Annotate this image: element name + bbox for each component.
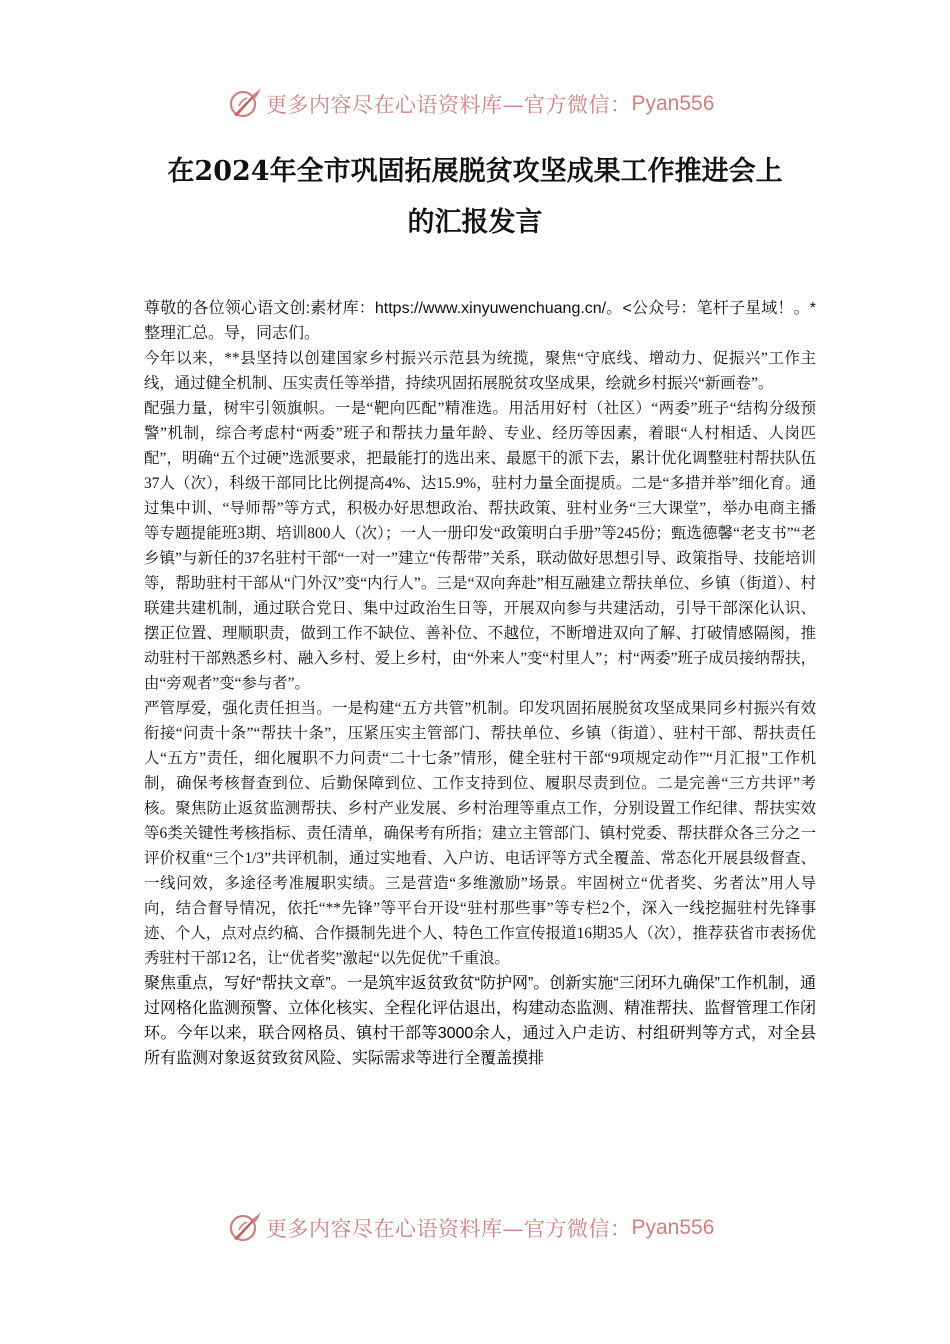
header-watermark-banner: [228, 86, 714, 122]
paragraph: 今年以来，**县坚持以创建国家乡村振兴示范县为统揽，聚焦“守底线、增动力、促振兴”工作主线，通过健全机制、压实责任等举措，持续巩固拓展脱贫攻坚成果，绘就乡村振兴“新画卷”。: [144, 350, 816, 392]
banner-wechat-id: Pyan556: [631, 1216, 715, 1239]
quill-logo-icon: [228, 87, 262, 121]
title-line-1: 在2024年全市巩固拓展脱贫攻坚成果工作推进会上: [167, 156, 783, 187]
document-body: [144, 296, 816, 1071]
footer-watermark-banner: [228, 1210, 714, 1246]
quill-logo-icon: [228, 1211, 262, 1245]
banner-wechat-id: Pyan556: [631, 92, 715, 115]
banner-text: 更多内容尽在心语资料库—官方微信：: [266, 93, 632, 117]
document-title: [120, 146, 830, 248]
paragraph: 配强力量，树牢引领旗帜。一是“靶向匹配”精准选。用活用好村（社区）“两委”班子“结构分级预警”机制，综合考虑村“两委”班子和帮扶力量年龄、专业、经历等因素，着眼“人村相适、人岗匹配”，明确“五个过硬”选派要求，把最能打的选出来、最愿干的派下去，累计优化调整驻村帮扶队伍37人（次），科级干部同比比例提高4%、达15.9%，驻村力量全面提质。二是“多措并举”细化育。通过集中训、“导师帮”等方式，积极办好思想政治、帮扶政策、驻村业务“三大课堂”，举办电商主播等专题提能班3期、培训800人（次）；一人一册印发“政策明白手册”等245份；甄选德馨“老支书”“老乡镇”与新任的37名驻村干部“一对一”建立“传帮带”关系，联动做好思想引导、政策指导、技能培训等，帮助驻村干部从“门外汉”变“内行人”。三是“双向奔赴”相互融建立帮扶单位、乡镇（街道）、村联建共建机制，通过联合党日、集中过政治生日等，开展双向参与共建活动，引导干部深化认识、摆正位置、理顺职责，做到工作不缺位、善补位、不越位，不断增进双向了解、打破情感隔阂，推动驻村干部熟悉乡村、融入乡村、爱上乡村，由“外来人”变“村里人”；村“两委”班子成员接纳帮扶，由“旁观者”变“参与者”。: [144, 400, 817, 692]
salutation: 尊敬的各位领心语文创:素材库：https://www.xinyuwenchuang.cn/。<公众号：笔杆子星域！。*整理汇总。导，同志们。: [144, 300, 816, 342]
title-line-2: 的汇报发言: [407, 207, 543, 238]
paragraph: 聚焦重点，写好“帮扶文章”。一是筑牢返贫致贫“防护网”。创新实施“三闭环九确保”工作机制，通过网格化监测预警、立体化核实、全程化评估退出，构建动态监测、精准帮扶、监督管理工作闭环。今年以来，联合网格员、镇村干部等3000余人，通过入户走访、村组研判等方式，对全县所有监测对象返贫致贫风险、实际需求等进行全覆盖摸排: [144, 975, 817, 1067]
paragraph: 严管厚爱，强化责任担当。一是构建“五方共管”机制。印发巩固拓展脱贫攻坚成果同乡村振兴有效衔接“问责十条”“帮扶十条”，压紧压实主管部门、帮扶单位、乡镇（街道）、驻村干部、帮扶责任人“五方”责任，细化履职不力问责“二十七条”情形，健全驻村干部“9项规定动作”“月汇报”工作机制，确保考核督查到位、后勤保障到位、工作支持到位、履职尽责到位。二是完善“三方共评”考核。聚焦防止返贫监测帮扶、乡村产业发展、乡村治理等重点工作，分别设置工作纪律、帮扶实效等6类关键性考核指标、责任清单，确保考有所指；建立主管部门、镇村党委、帮扶群众各三分之一评价权重“三个1/3”共评机制，通过实地看、入户访、电话评等方式全覆盖、常态化开展县级督查、一线问效，多途径考准履职实绩。三是营造“多维激励”场景。牢固树立“优者奖、劣者汰”用人导向，结合督导情况，依托“**先锋”等平台开设“驻村那些事”等专栏2个，深入一线挖掘驻村先锋事迹、个人，点对点约稿、合作摄制先进个人、特色工作宣传报道16期35人（次），推荐获省市表扬优秀驻村干部12名，让“优者奖”激起“以先促优”千重浪。: [144, 700, 816, 967]
banner-text: 更多内容尽在心语资料库—官方微信：: [266, 1217, 632, 1241]
